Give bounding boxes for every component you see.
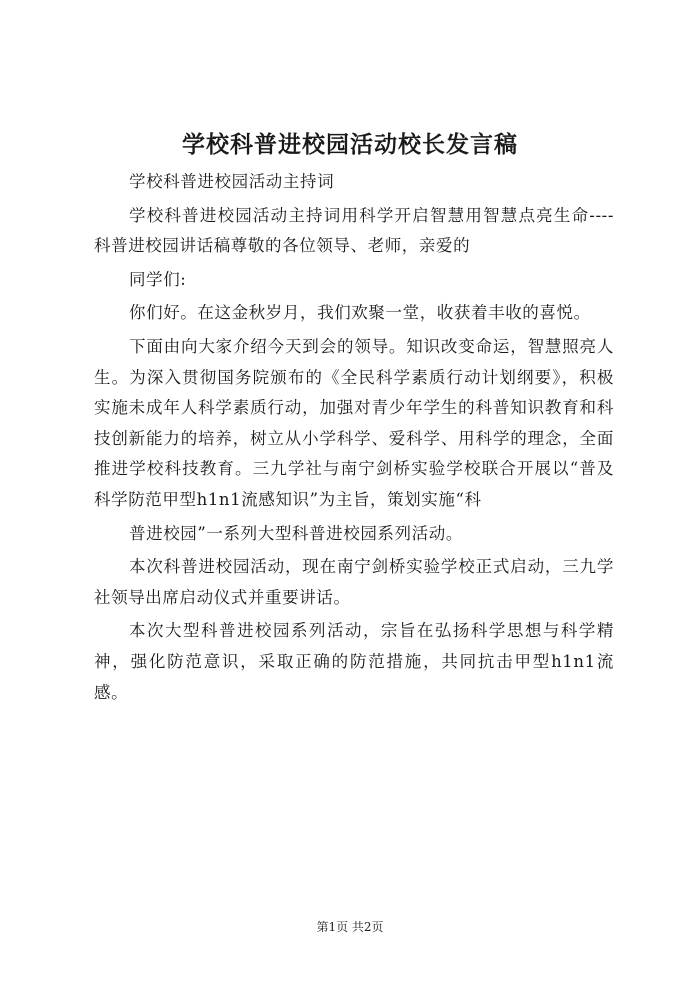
paragraph: 学校科普进校园活动主持词 [129, 172, 335, 191]
paragraph: 你们好。在这金秋岁月，我们欢聚一堂，收获着丰收的喜悦。 [129, 303, 591, 323]
paragraph: 下面由向大家介绍今天到会的领导。知识改变命运，智慧照亮人生。为深入贯彻国务院颁布的《全民科学素质行动计划纲要》，积极实施未成年人科学素质行动，加强对青少年学生的科普知识教育和科技创新能力的培养，树立从小学科学、爱科学、用科学的理念，全面推进学校科技教育。三九学社与南宁剑桥实验学校联合开展以“普及科学防范甲型h1n1流感知识”为主旨，策划实施“科 [94, 336, 614, 509]
paragraph: 同学们: [129, 269, 187, 289]
paragraph: 普进校园”一系列大型科普进校园系列活动。 [129, 523, 463, 543]
document-body [94, 167, 614, 711]
document-title: 学校科普进校园活动校长发言稿 [182, 131, 518, 158]
paragraph: 本次科普进校园活动，现在南宁剑桥实验学校正式启动，三九学社领导出席启动仪式并重要讲话。 [94, 557, 614, 607]
paragraph: 学校科普进校园活动主持词用科学开启智慧用智慧点亮生命----科普进校园讲话稿尊敬的各位领导、老师，亲爱的 [94, 205, 614, 256]
paragraph: 本次大型科普进校园系列活动，宗旨在弘扬科学思想与科学精神，强化防范意识，采取正确的防范措施，共同抗击甲型h1n1流感。 [94, 621, 614, 702]
page-number-footer: 第1页 共2页 [316, 920, 384, 934]
